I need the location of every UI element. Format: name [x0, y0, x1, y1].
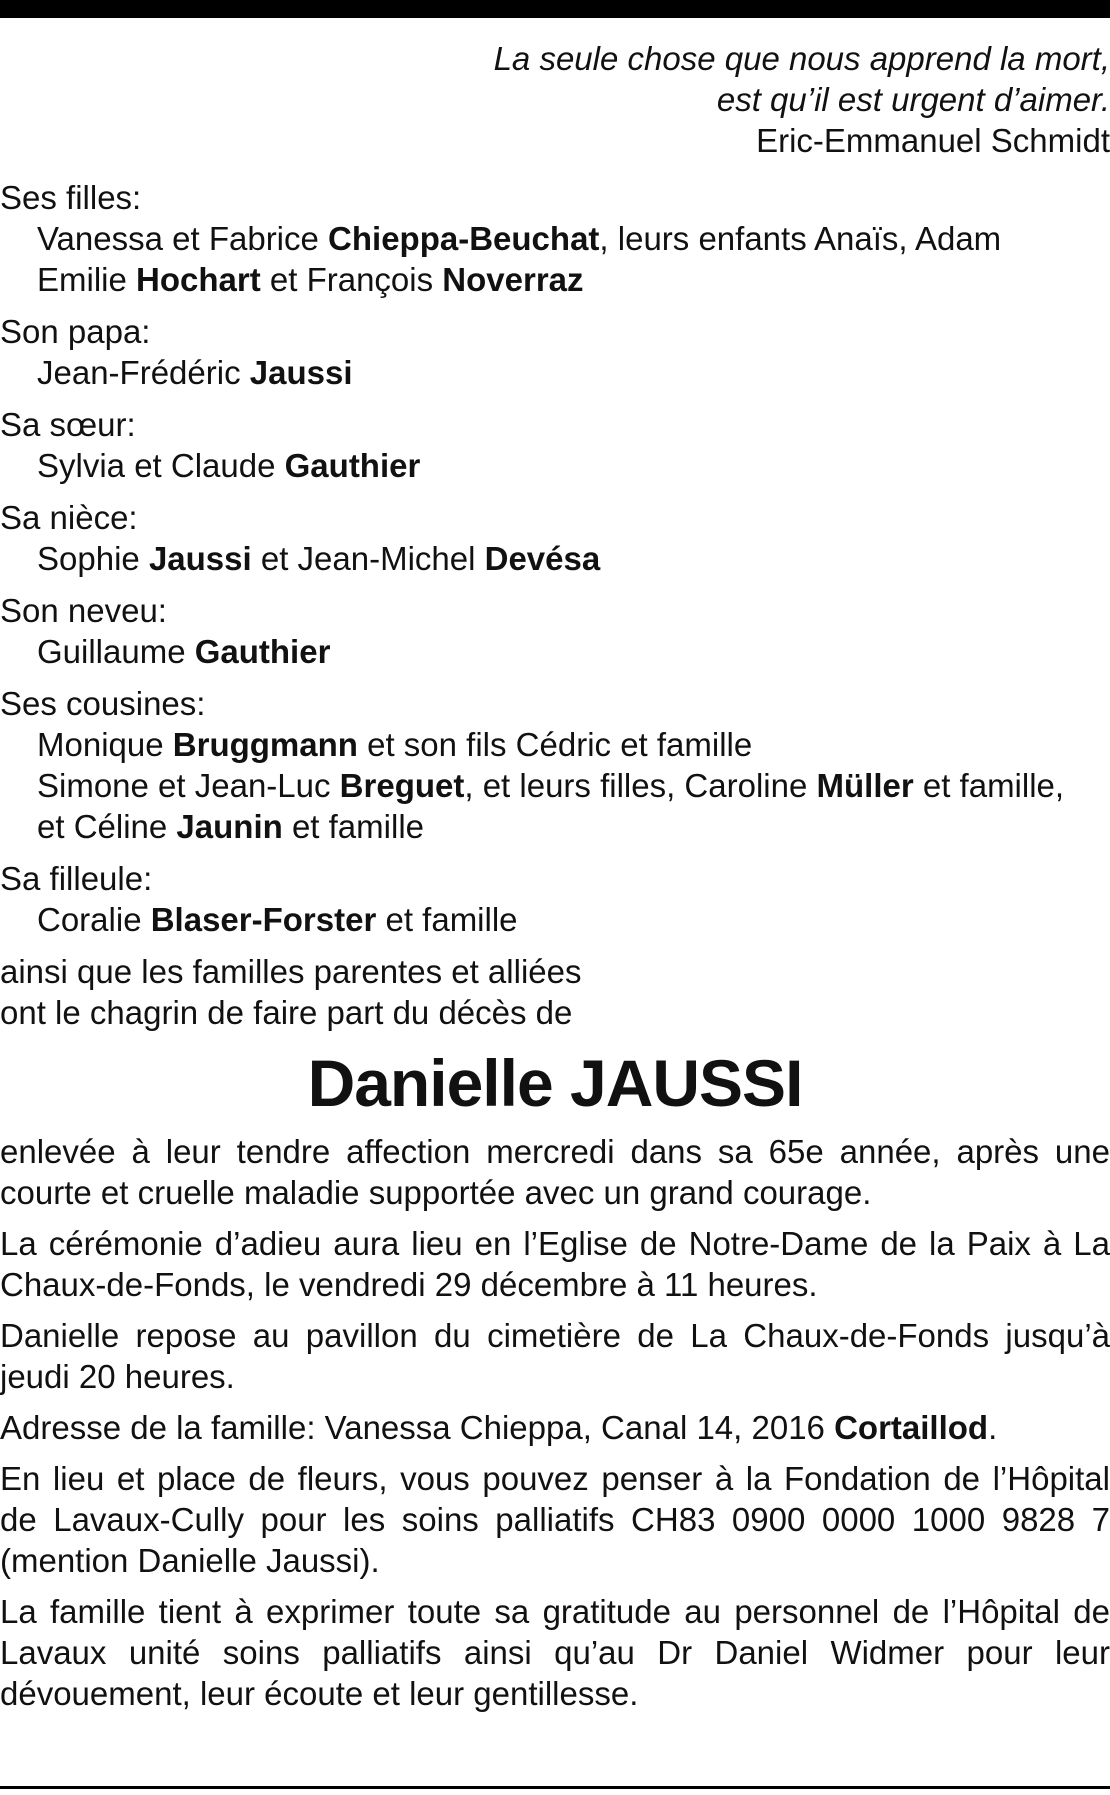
- paragraph-donation: En lieu et place de fleurs, vous pouvez penser à la Fondation de l’Hôpital de Lavaux-Cully pour les soins palliatifs CH83 0900 0000 1000 9828 7 (mention Danielle Jaussi).: [0, 1460, 1110, 1579]
- text: et François: [260, 261, 443, 298]
- epigraph-line-1: La seule chose que nous apprend la mort,: [493, 40, 1110, 77]
- family-line: [0, 899, 1110, 940]
- text: Monique: [37, 726, 173, 763]
- paragraph-thanks: La famille tient à exprimer toute sa gratitude au personnel de l’Hôpital de Lavaux unité soins palliatifs ainsi qu’au Dr Daniel Widmer pour leur dévouement, leur écoute et leur gentillesse.: [0, 1593, 1110, 1712]
- epigraph-author: Eric-Emmanuel Schmidt: [756, 122, 1110, 159]
- section-label: Sa sœur:: [0, 406, 136, 443]
- surname: Jaussi: [249, 354, 353, 391]
- text: et son fils Cédric et famille: [357, 726, 753, 763]
- family-line: [0, 259, 1110, 300]
- bottom-rule: [0, 1786, 1110, 1789]
- text: Jean-Frédéric: [37, 354, 250, 391]
- text: Sylvia et Claude: [37, 447, 285, 484]
- section-label: Sa nièce:: [0, 499, 138, 536]
- town: Cortaillod: [834, 1409, 989, 1446]
- surname: Jaunin: [176, 808, 283, 845]
- surname: Breguet: [339, 767, 465, 804]
- obituary-notice: [0, 38, 1110, 1714]
- closing-line-2: ont le chagrin de faire part du décès de: [0, 994, 573, 1031]
- text: et Céline: [37, 808, 177, 845]
- text: Sophie: [37, 540, 149, 577]
- closing-line-1: ainsi que les familles parentes et alliées: [0, 953, 582, 990]
- section-label: Ses filles:: [0, 179, 142, 216]
- text: et famille: [376, 901, 518, 938]
- text: Adresse de la famille: Vanessa Chieppa, Canal 14, 2016: [0, 1409, 835, 1446]
- surname: Noverraz: [442, 261, 584, 298]
- section-cousins: [0, 683, 1110, 847]
- paragraph-rest: Danielle repose au pavillon du cimetière de La Chaux-de-Fonds jusqu’à jeudi 20 heures.: [0, 1317, 1110, 1395]
- text: et famille,: [913, 767, 1065, 804]
- deceased-name: Danielle JAUSSI: [307, 1046, 803, 1120]
- text: et Jean-Michel: [251, 540, 485, 577]
- family-line: [0, 445, 1110, 486]
- text: Guillaume: [37, 633, 195, 670]
- section-goddaughter: [0, 858, 1110, 940]
- section-sister: [0, 404, 1110, 486]
- text: .: [988, 1409, 998, 1446]
- surname: Gauthier: [284, 447, 421, 484]
- surname: Müller: [816, 767, 914, 804]
- paragraph-address: [0, 1407, 1110, 1448]
- family-line: [0, 806, 1110, 847]
- text: , et leurs filles, Caroline: [464, 767, 817, 804]
- family-line: [0, 218, 1110, 259]
- epigraph-line-2: est qu’il est urgent d’aimer.: [716, 81, 1110, 118]
- text: Vanessa et Fabrice: [37, 220, 329, 257]
- section-label: Ses cousines:: [0, 685, 206, 722]
- text: Emilie: [37, 261, 137, 298]
- section-label: Son neveu:: [0, 592, 167, 629]
- surname: Hochart: [136, 261, 261, 298]
- surname: Chieppa-Beuchat: [328, 220, 600, 257]
- text: Simone et Jean-Luc: [37, 767, 340, 804]
- surname: Devésa: [484, 540, 601, 577]
- family-line: [0, 538, 1110, 579]
- section-label: Sa filleule:: [0, 860, 153, 897]
- family-line: [0, 631, 1110, 672]
- family-line: [0, 724, 1110, 765]
- text: Coralie: [37, 901, 151, 938]
- section-father: [0, 311, 1110, 393]
- paragraph-affection: enlevée à leur tendre affection mercredi dans sa 65e année, après une courte et cruelle maladie supportée avec un grand courage.: [0, 1133, 1110, 1211]
- top-rule: [0, 0, 1110, 18]
- surname: Jaussi: [148, 540, 252, 577]
- family-line: [0, 352, 1110, 393]
- section-daughters: [0, 177, 1110, 300]
- text: , leurs enfants Anaïs, Adam: [599, 220, 1002, 257]
- text: et famille: [282, 808, 424, 845]
- surname: Blaser-Forster: [150, 901, 377, 938]
- surname: Gauthier: [194, 633, 331, 670]
- section-label: Son papa:: [0, 313, 151, 350]
- epigraph: [0, 38, 1110, 161]
- paragraph-ceremony: La cérémonie d’adieu aura lieu en l’Eglise de Notre-Dame de la Paix à La Chaux-de-Fonds, le vendredi 29 décembre à 11 heures.: [0, 1225, 1110, 1303]
- family-line: [0, 765, 1110, 806]
- section-nephew: [0, 590, 1110, 672]
- surname: Bruggmann: [172, 726, 358, 763]
- section-niece: [0, 497, 1110, 579]
